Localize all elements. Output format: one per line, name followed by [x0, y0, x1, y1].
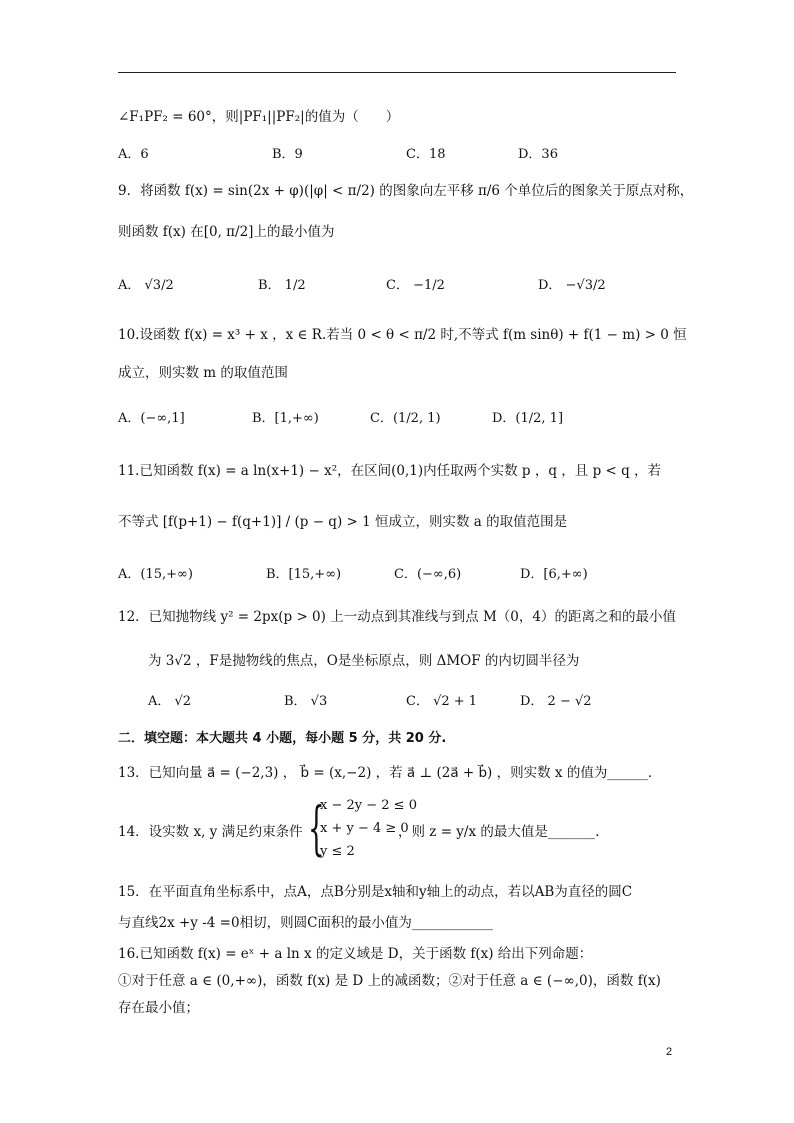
q11-option-c: C．(−∞,6): [394, 567, 462, 582]
q8-option-d: D．36: [518, 147, 558, 162]
q15-line1: 15．在平面直角坐标系中，点A，点B分别是x轴和y轴上的动点，若以AB为直径的圆C: [118, 884, 633, 900]
q11-line1: 11.已知函数 f(x) = a ln(x+1) − x²，在区间(0,1)内任取两个实数 p ，q ，且 p < q ，若: [118, 463, 662, 479]
q10-option-b: B．[1,+∞): [252, 411, 319, 426]
q10-option-c: C．(1/2, 1): [370, 411, 441, 426]
q8-tail: ∠F₁PF₂ = 60°，则|PF₁||PF₂|的值为（ ）: [118, 109, 400, 125]
q12-option-a: A． √2: [148, 694, 192, 709]
q14-constraint-3: y ≤ 2: [320, 844, 355, 859]
q9-option-a: A． √3/2: [118, 278, 174, 293]
q15-line2: 与直线2x +y -4 =0相切，则圆C面积的最小值为____________: [118, 915, 493, 931]
q12-option-c: C． √2 + 1: [406, 694, 478, 709]
q14-constraint-1: x − 2y − 2 ≤ 0: [320, 798, 417, 813]
q11-option-d: D．[6,+∞): [520, 567, 588, 582]
q12-options: [0, 692, 794, 722]
q16-line2: ①对于任意 a ∈ (0,+∞)，函数 f(x) 是 D 上的减函数；②对于任意 a ∈ (−∞,0)，函数 f(x): [118, 973, 661, 989]
header-rule: [118, 72, 676, 73]
q8-options: [0, 145, 794, 175]
q14-prefix: 14．设实数 x, y 满足约束条件: [118, 824, 303, 840]
q9-line1: 9．将函数 f(x) = sin(2x + φ)(|φ| < π/2) 的图象向左平移 π/6 个单位后的图象关于原点对称，: [118, 183, 694, 199]
q9-option-d: D． −√3/2: [538, 278, 606, 293]
q10-line2: 成立，则实数 m 的取值范围: [118, 365, 288, 381]
q11-line2: 不等式 [f(p+1) − f(q+1)] / (p − q) > 1 恒成立，则实数 a 的取值范围是: [118, 514, 568, 530]
q8-option-c: C．18: [406, 147, 446, 162]
q12-line2: 为 3√2 ，F是抛物线的焦点，O是坐标原点，则 ΔMOF 的内切圆半径为: [148, 653, 580, 669]
q11-option-b: B．[15,+∞): [266, 567, 342, 582]
q14-suffix: ，则 z = y/x 的最大值是_______.: [398, 824, 600, 840]
q12-option-d: D． 2 − √2: [520, 694, 592, 709]
q9-option-b: B． 1/2: [258, 278, 306, 293]
q12-line1: 12．已知抛物线 y² = 2px(p > 0) 上一动点到其准线与到点 M（0，4）的距离之和的最小值: [118, 609, 676, 625]
q8-option-b: B．9: [272, 147, 303, 162]
q9-line2: 则函数 f(x) 在[0, π/2]上的最小值为: [118, 224, 335, 240]
q12-option-b: B． √3: [284, 694, 328, 709]
q11-option-a: A．(15,+∞): [118, 567, 193, 582]
q10-options: [0, 409, 794, 439]
q14-constraint-system: [308, 794, 417, 864]
left-brace: {: [308, 794, 325, 862]
q14-constraint-2: x + y − 4 ≥ 0: [320, 821, 409, 836]
q11-options: [0, 565, 794, 595]
q13-text: 13．已知向量 a⃗ = (−2,3) ， b⃗ = (x,−2) ，若 a⃗ ⊥ (2a⃗ + b⃗) ，则实数 x 的值为______．: [118, 765, 662, 781]
q10-option-a: A．(−∞,1]: [118, 411, 185, 426]
q16-line3: 存在最小值；: [118, 1000, 199, 1016]
q9-option-c: C． −1/2: [386, 278, 445, 293]
q8-option-a: A．6: [118, 147, 149, 162]
q10-option-d: D．(1/2, 1]: [492, 411, 564, 426]
page-number: 2: [666, 1046, 673, 1058]
q10-line1: 10.设函数 f(x) = x³ + x ，x ∈ R.若当 0 < θ < π/2 时,不等式 f(m sinθ) + f(1 − m) > 0 恒: [118, 327, 687, 343]
q16-line1: 16.已知函数 f(x) = eˣ + a ln x 的定义域是 D，关于函数 f(x) 给出下列命题：: [118, 946, 593, 962]
section-2-heading: 二．填空题：本大题共 4 小题，每小题 5 分，共 20 分.: [118, 731, 447, 746]
q9-options: [0, 276, 794, 306]
